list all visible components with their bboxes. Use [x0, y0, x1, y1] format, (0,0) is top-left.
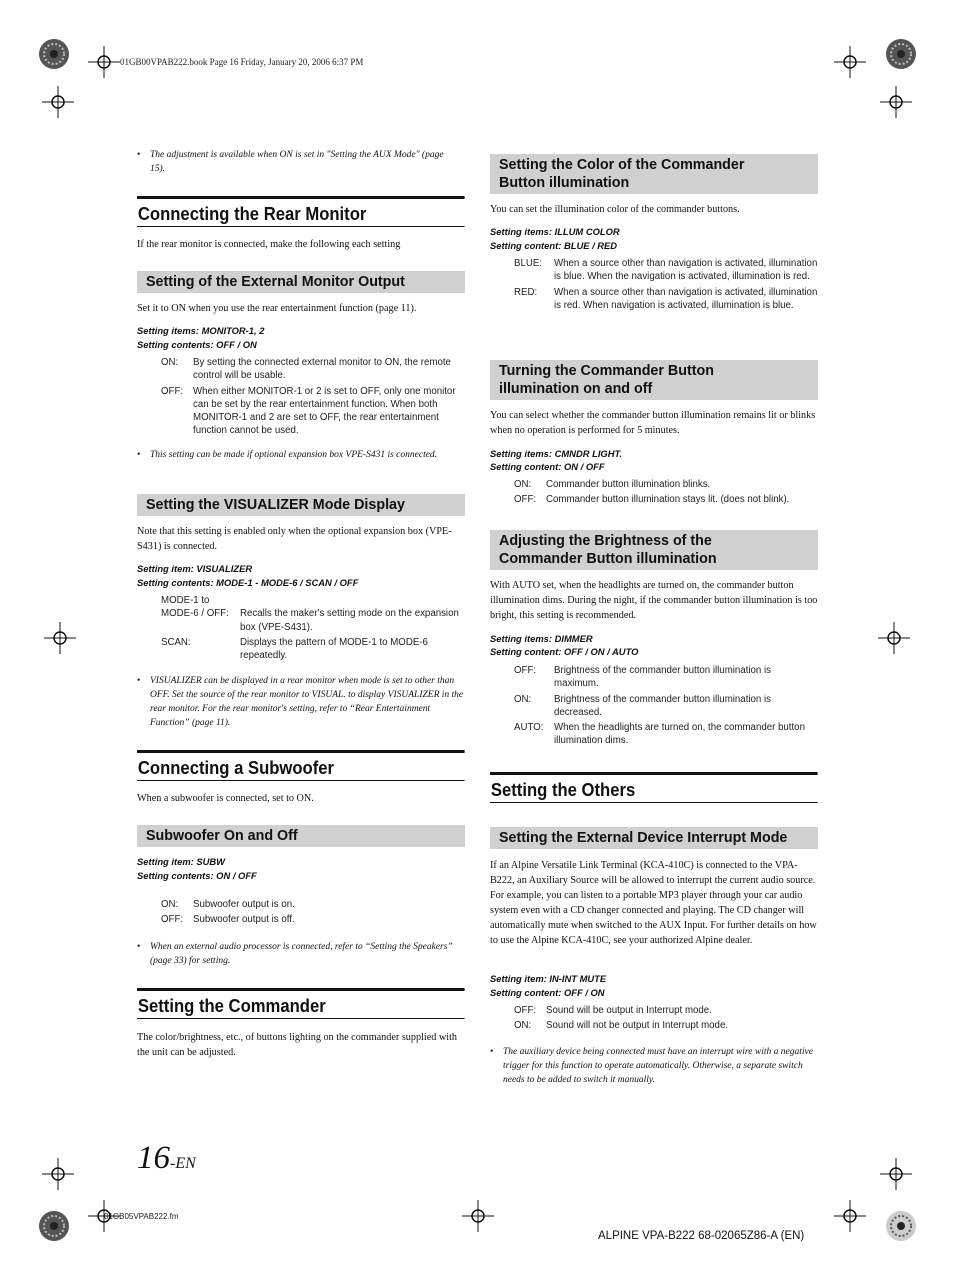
color-options [514, 257, 818, 314]
option-row [514, 1004, 818, 1017]
subwoofer-options [161, 898, 457, 929]
commander-heading: Setting the Commander [137, 988, 465, 1019]
color-text: You can set the illumination color of the commander buttons. [490, 204, 740, 215]
option-term: ON: [161, 357, 179, 368]
option-row [161, 913, 457, 926]
interrupt-wire-note: • The auxiliary device being connected must have an interrupt wire with a negative trigger for this function to operate automatically. Otherwise, a separate switch needs to be added to switch it manually. [490, 1045, 820, 1087]
option-term: ON: [514, 1020, 532, 1032]
option-row [161, 898, 457, 911]
onoff-heading-line-2: illumination on and off [499, 381, 653, 397]
option-term: OFF: [161, 914, 184, 926]
crosshair-mark-bottom-4 [834, 1200, 866, 1232]
color-setting-items: Setting items: ILLUM COLOR [490, 226, 620, 237]
visualizer-setting-contents: Setting contents: MODE-1 - MODE-6 / SCAN / OFF [137, 577, 359, 588]
brightness-text: With AUTO set, when the headlights are turned on, the commander button illumination dims. During the night, if the commander button illumination is too bright, this setting is recommended. [490, 580, 818, 621]
option-row [514, 693, 818, 720]
option-term: ON: [514, 693, 532, 705]
external-monitor-setting-contents: Setting contents: OFF / ON [137, 339, 257, 350]
audio-processor-note: • When an external audio processor is connected, refer to “Setting the Speakers” (page 33) for setting. [137, 940, 465, 968]
others-heading: Setting the Others [490, 772, 818, 803]
option-row [514, 257, 818, 284]
crosshair-mark-top-1 [88, 46, 120, 78]
option-row [514, 664, 818, 691]
page-number-value: 16 [137, 1140, 170, 1176]
crosshair-mark-bottom-1 [42, 1158, 74, 1190]
option-term: OFF: [514, 665, 537, 676]
onoff-text: You can select whether the commander button illumination remains lit or blinks when no operation is performed for 5 minutes. [490, 410, 816, 436]
option-term: MODE-6 / OFF: [161, 608, 229, 620]
rear-monitor-heading: Connecting the Rear Monitor [137, 196, 465, 227]
onoff-heading-line-1: Turning the Commander Button [499, 363, 714, 379]
external-monitor-setting-items: Setting items: MONITOR-1, 2 [137, 325, 265, 336]
interrupt-heading: Setting the External Device Interrupt Mode [490, 827, 818, 849]
brightness-heading-line-1: Adjusting the Brightness of the [499, 533, 712, 549]
subwoofer-setting-contents: Setting contents: ON / OFF [137, 870, 257, 881]
registration-rosette-top-right [885, 38, 917, 70]
option-row [514, 493, 824, 506]
aux-mode-note: • The adjustment is available when ON is set in "Setting the AUX Mode" (page 15). [137, 148, 455, 176]
brightness-heading-line-2: Commander Button illumination [499, 551, 717, 567]
option-row [161, 607, 465, 634]
subwoofer-setting-items: Setting item: SUBW [137, 856, 226, 867]
onoff-options [514, 478, 824, 509]
option-term: ON: [161, 899, 179, 910]
option-row [514, 1019, 818, 1032]
onoff-heading [490, 360, 818, 400]
color-heading-line-1: Setting the Color of the Commander [499, 157, 745, 173]
subwoofer-intro: When a subwoofer is connected, set to ON. [137, 793, 314, 804]
option-row [514, 478, 824, 491]
mode-term-line-1: MODE-1 to [161, 595, 210, 606]
footer-product-code: ALPINE VPA-B222 68-02065Z86-A (EN) [598, 1230, 805, 1242]
rear-monitor-intro: If the rear monitor is connected, make the following each setting [137, 239, 401, 250]
option-term: OFF: [514, 1005, 537, 1016]
external-monitor-text: Set it to ON when you use the rear entertainment function (page 11). [137, 303, 417, 314]
registration-rosette-bottom-right [885, 1210, 917, 1242]
registration-rosette-bottom-left [38, 1210, 70, 1242]
color-setting-contents: Setting content: BLUE / RED [490, 240, 618, 251]
visualizer-heading: Setting the VISUALIZER Mode Display [137, 494, 465, 516]
visualizer-text: Note that this setting is enabled only when the optional expansion box (VPE-S431) is connected. [137, 526, 452, 552]
option-desc: Brightness of the commander button illumination is maximum. [554, 665, 772, 690]
option-row [161, 636, 465, 663]
color-heading-line-2: Button illumination [499, 175, 630, 191]
onoff-setting-items: Setting items: CMNDR LIGHT. [490, 448, 623, 459]
page-number-suffix: -EN [170, 1155, 196, 1172]
option-row [161, 356, 457, 383]
option-desc: Subwoofer output is on. [193, 899, 295, 910]
option-desc: When a source other than navigation is activated, illumination is red. When navigation is activated, illumination is blue. [554, 286, 818, 311]
subwoofer-onoff-heading: Subwoofer On and Off [137, 825, 465, 847]
visualizer-note: • VISUALIZER can be displayed in a rear monitor when mode is set to other than OFF. Set the source of the rear monitor to VISUAL. to display VISUALIZER in the rear monitor. For the rear monitor's setting, refer to “Rear Entertainment Function” (page 11). [137, 674, 465, 730]
crosshair-mark-bottom-5 [880, 1158, 912, 1190]
brightness-setting-contents: Setting content: OFF / ON / AUTO [490, 646, 639, 657]
external-monitor-heading: Setting of the External Monitor Output [137, 271, 465, 293]
color-heading [490, 154, 818, 194]
crosshair-mark-top-3 [834, 46, 866, 78]
interrupt-options [514, 1004, 818, 1035]
option-desc: When the headlights are turned on, the commander button illumination dims. [554, 722, 805, 747]
brightness-setting-items: Setting items: DIMMER [490, 633, 593, 644]
option-term: OFF: [514, 494, 537, 506]
option-desc: Brightness of the commander button illumination is decreased. [554, 693, 772, 718]
crosshair-mark-top-2 [42, 86, 74, 118]
registration-rosette-top-left [38, 38, 70, 70]
option-desc: When either MONITOR-1 or 2 is set to OFF, only one monitor can be set by the rear entertainment function. When both MONITOR-1 and 2 are set to OFF, the rear entertainment function cannot be used. [193, 385, 456, 437]
option-desc: Sound will be output in Interrupt mode. [546, 1005, 712, 1016]
onoff-setting-contents: Setting content: ON / OFF [490, 461, 605, 472]
option-row [514, 286, 818, 313]
option-desc: Subwoofer output is off. [193, 914, 295, 926]
expansion-box-note: • This setting can be made if optional expansion box VPE-S431 is connected. [137, 448, 455, 462]
crosshair-mark-top-4 [880, 86, 912, 118]
subwoofer-heading: Connecting a Subwoofer [137, 750, 465, 781]
interrupt-setting-items: Setting item: IN-INT MUTE [490, 973, 607, 984]
external-monitor-options [161, 356, 457, 440]
option-term: OFF: [161, 385, 184, 397]
option-term: SCAN: [161, 636, 191, 648]
option-row [514, 721, 818, 748]
option-row [161, 385, 457, 438]
option-desc: Commander button illumination blinks. [546, 479, 711, 490]
visualizer-setting-items: Setting item: VISUALIZER [137, 563, 253, 574]
option-term: BLUE: [514, 258, 542, 269]
option-desc: Recalls the maker's setting mode on the expansion box (VPE-S431). [240, 608, 459, 633]
visualizer-options [161, 594, 465, 664]
option-term: AUTO: [514, 722, 544, 734]
crosshair-mark-mid-right [878, 622, 910, 654]
option-desc: When a source other than navigation is activated, illumination is blue. When the navigation is activated, illumination is red. [554, 258, 818, 283]
commander-text: The color/brightness, etc., of buttons lighting on the commander supplied with the unit can be adjusted. [137, 1032, 458, 1058]
brightness-heading [490, 530, 818, 570]
crosshair-mark-mid-left [44, 622, 76, 654]
option-desc: By setting the connected external monitor to ON, the remote control will be usable. [193, 357, 451, 382]
interrupt-setting-contents: Setting content: OFF / ON [490, 987, 605, 998]
brightness-options [514, 664, 818, 750]
page-number [137, 1140, 196, 1177]
option-term: ON: [514, 479, 532, 490]
crosshair-mark-bottom-3 [462, 1200, 494, 1232]
option-desc: Commander button illumination stays lit. (does not blink). [546, 494, 790, 506]
option-desc: Sound will not be output in Interrupt mode. [546, 1020, 729, 1032]
footer-file-name: 01GB05VPAB222.fm [104, 1212, 179, 1221]
interrupt-text: If an Alpine Versatile Link Terminal (KCA-410C) is connected to the VPA-B222, an Auxiliary Source will be allowed to interrupt the current audio source. For example, you can listen to a portable MP3 player through your car audio system even with a CD changer connected and playing. The CD changer will automatically mute when switched to the AUX Input. For further details on how to use the Alpine KCA-410C, see your authorized Alpine dealer. [490, 860, 817, 946]
header-file-info: 01GB00VPAB222.book Page 16 Friday, January 20, 2006 6:37 PM [120, 57, 364, 67]
option-desc: Displays the pattern of MODE-1 to MODE-6 repeatedly. [240, 636, 428, 662]
option-term: RED: [514, 286, 538, 298]
